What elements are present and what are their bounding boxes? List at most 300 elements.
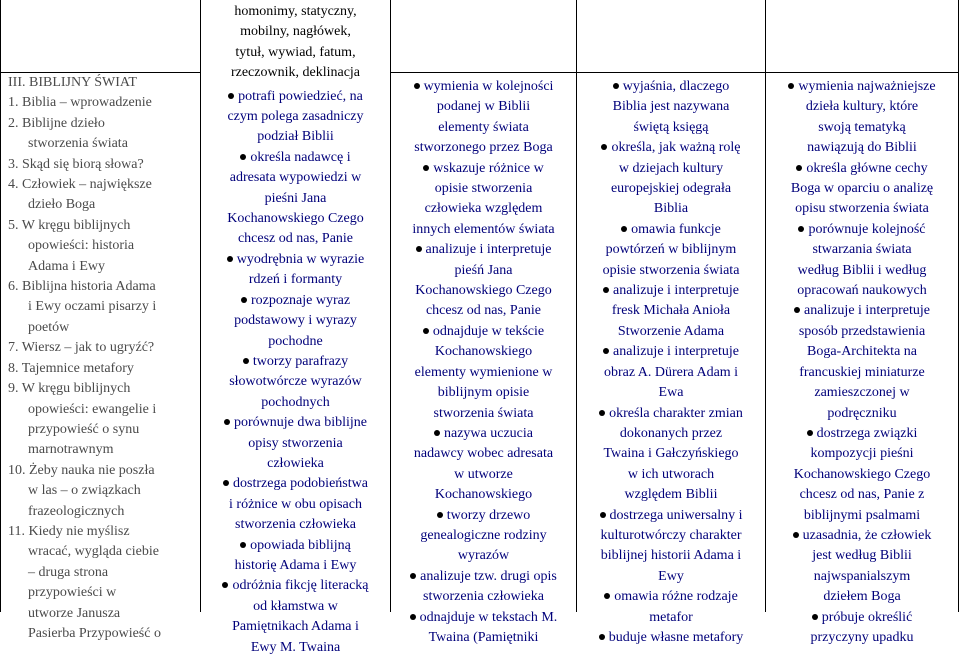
requirement-line [391, 444, 576, 464]
lesson-line: – druga strona [28, 564, 109, 580]
requirement-item [391, 159, 576, 241]
lesson-number: 10. [8, 462, 29, 478]
requirement-line [766, 485, 958, 505]
bullet-icon [794, 307, 800, 313]
requirement-text: Pamiętnikach Adama i [232, 619, 359, 635]
requirement-line [391, 199, 576, 219]
lesson-line: 4. Człowiek – największe [8, 177, 152, 193]
column-lessons [8, 73, 198, 644]
requirement-text: wskazuje różnice w [433, 160, 544, 176]
requirement-text: chcesz od nas, Panie [425, 303, 542, 319]
requirement-item [391, 322, 576, 424]
requirement-text: analizuje i interpretuje [425, 242, 552, 258]
lesson-number: 8. [8, 360, 22, 376]
requirement-item [201, 576, 390, 658]
requirement-text: tworzy drzewo [446, 507, 531, 523]
column-requirements-sufficient [391, 77, 576, 648]
lesson-line: 2. Biblijne dzieło [8, 115, 105, 131]
lesson-line: utworze Janusza [28, 605, 121, 621]
requirement-text: tworzy parafrazy [252, 353, 349, 369]
requirement-item [766, 77, 958, 159]
bullet-icon [798, 226, 804, 232]
requirement-line [391, 118, 576, 138]
requirement-text: porównuje dwa biblijne [234, 415, 367, 431]
requirement-line [766, 465, 958, 485]
requirement-text: dzieła kultury, które [805, 99, 919, 115]
requirement-text: kulturotwórczy charakter [600, 527, 742, 543]
requirement-line [577, 342, 765, 362]
requirement-text: adresata wypowiedzi w [229, 170, 362, 186]
requirement-text: odróżnia fikcję literacką [232, 578, 369, 594]
lesson-line: wracać, wygląda ciebie [28, 544, 159, 560]
bullet-icon [599, 410, 605, 416]
requirement-line [201, 189, 390, 209]
requirement-text: porównuje kolejność [808, 221, 926, 237]
requirement-text: Kochanowskiego [434, 344, 533, 360]
bullet-icon [603, 287, 609, 293]
bullet-icon [416, 246, 422, 252]
requirement-item [391, 424, 576, 506]
bullet-icon [807, 430, 813, 436]
requirement-item [201, 474, 390, 535]
requirement-line [391, 138, 576, 158]
requirement-text: w utworze [454, 466, 513, 482]
requirement-item [201, 536, 390, 577]
requirement-text: historię Adama i Ewy [234, 557, 357, 573]
requirement-line [201, 393, 390, 413]
lesson-line: dzieło Boga [28, 197, 96, 213]
requirement-item [766, 424, 958, 526]
lesson-line: marnotrawnym [28, 442, 114, 458]
requirement-line [577, 199, 765, 219]
verygood-requirements-list [766, 77, 958, 648]
requirement-text: dostrzega podobieństwa [233, 476, 368, 492]
requirement-line [201, 311, 390, 331]
requirement-line [391, 159, 576, 179]
requirement-line [766, 404, 958, 424]
requirement-line [577, 159, 765, 179]
requirement-text: analizuje i interpretuje [613, 344, 739, 360]
requirement-text: stworzonego przez Boga [414, 140, 553, 156]
lesson-item [8, 277, 198, 338]
requirement-line [766, 220, 958, 240]
lesson-line: 3. Skąd się biorą słowa? [8, 156, 144, 172]
requirement-text: opisy stworzenia [248, 435, 343, 451]
requirement-text: Ewy M. Twaina [250, 639, 341, 655]
requirement-text: podręczniku [827, 405, 897, 421]
requirement-item [201, 352, 390, 413]
requirement-text: omawia różne rodzaje [614, 589, 738, 605]
bullet-icon [414, 83, 420, 89]
requirement-line [391, 342, 576, 362]
requirement-line [577, 587, 765, 607]
requirement-text: Twaina (Pamiętniki [428, 629, 539, 645]
requirement-text: Ewy [658, 568, 684, 584]
requirement-text: dziełem Boga [823, 589, 901, 605]
lesson-line: 11. Kiedy nie myślisz [8, 523, 130, 539]
requirement-line [766, 587, 958, 607]
vocabulary-line: mobilny, nagłówek, [240, 24, 351, 40]
requirement-item [201, 148, 390, 250]
column-requirements-good [577, 77, 765, 648]
requirement-text: Boga-Architekta na [806, 344, 917, 360]
requirement-text: buduje własne metafory [608, 629, 744, 645]
requirement-text: kompozycji pieśni [810, 446, 914, 462]
requirement-line [391, 546, 576, 566]
requirement-line [201, 127, 390, 147]
requirement-text: dostrzega związki [816, 425, 918, 441]
lesson-number: 6. [8, 279, 22, 295]
requirement-text: analizuje i interpretuje [804, 303, 930, 319]
requirement-line [577, 322, 765, 342]
bullet-icon [601, 144, 607, 150]
requirement-text: uzasadnia, że człowiek [802, 527, 932, 543]
lesson-number: 3. [8, 156, 22, 172]
requirement-line [201, 413, 390, 433]
requirement-line [201, 352, 390, 372]
requirement-text: stworzenia człowieka [235, 517, 356, 533]
requirement-line [577, 506, 765, 526]
bullet-icon [604, 593, 610, 599]
lesson-line: przypowieści w [28, 585, 117, 601]
requirement-line [201, 107, 390, 127]
lesson-line: opowieści: historia [28, 238, 135, 254]
requirement-line [391, 179, 576, 199]
requirement-item [201, 413, 390, 474]
requirement-line [577, 363, 765, 383]
bullet-icon [812, 614, 818, 620]
requirement-text: słowotwórcze wyrazów [229, 374, 362, 390]
lesson-line: 6. Biblijna historia Adama [8, 279, 156, 295]
requirement-line [577, 301, 765, 321]
requirement-text: podstawowy i wyrazy [234, 313, 357, 329]
requirement-text: pochodnych [261, 394, 330, 410]
requirement-text: określa główne cechy [806, 160, 928, 176]
requirement-text: dokonanych przez [619, 425, 723, 441]
requirement-line [391, 363, 576, 383]
requirement-line [766, 546, 958, 566]
lesson-number: 2. [8, 115, 22, 131]
requirement-line [577, 444, 765, 464]
lesson-item [8, 216, 198, 277]
requirement-text: Twaina i Gałczyńskiego [603, 446, 739, 462]
requirement-line [766, 261, 958, 281]
requirement-line [766, 628, 958, 648]
bullet-icon [223, 480, 229, 486]
requirement-text: odnajduje w tekstach M. [419, 609, 558, 625]
column-requirements-verygood [766, 77, 958, 648]
requirement-line [577, 261, 765, 281]
requirement-text: człowieka względem [424, 201, 543, 217]
lesson-item [8, 114, 198, 155]
requirement-text: rozpoznaje wyraz [250, 292, 351, 308]
requirement-text: nadawcy wobec adresata [413, 446, 554, 462]
lesson-item [8, 522, 198, 644]
requirement-line [766, 240, 958, 260]
requirement-line [391, 220, 576, 240]
requirement-text: potrafi powiedzieć, na [238, 88, 363, 104]
bullet-icon [434, 430, 440, 436]
lesson-line: 5. W kręgu biblijnych [8, 217, 131, 233]
lesson-line: Adama i Ewy [28, 258, 105, 274]
requirement-item [766, 220, 958, 302]
requirement-item [391, 77, 576, 159]
requirement-text: w dziejach kultury [618, 160, 724, 176]
requirement-line [201, 250, 390, 270]
requirement-text: innych elementów świata [412, 221, 555, 237]
requirement-item [201, 291, 390, 352]
requirement-text: biblijnym opisie [437, 385, 530, 401]
requirement-item [577, 220, 765, 281]
lesson-item [8, 155, 198, 175]
requirement-line [766, 301, 958, 321]
requirement-item [766, 526, 958, 608]
requirement-line [201, 556, 390, 576]
requirement-line [391, 97, 576, 117]
requirement-line [201, 576, 390, 596]
lesson-line: 10. Żeby nauka nie poszła [8, 462, 155, 478]
requirement-text: sposób przedstawienia [798, 323, 926, 339]
requirement-text: podanej w Biblii [436, 99, 531, 115]
requirement-line [577, 628, 765, 648]
lesson-line: i Ewy oczami pisarzy i [28, 299, 157, 315]
requirement-line [201, 372, 390, 392]
bullet-icon [796, 165, 802, 171]
requirement-item [577, 138, 765, 220]
bullet-icon [621, 226, 627, 232]
table-border-left [0, 0, 1, 612]
requirement-item [577, 404, 765, 506]
lesson-number: 1. [8, 95, 22, 111]
lesson-item [8, 338, 198, 358]
bullet-icon [599, 634, 605, 640]
requirement-text: dostrzega uniwersalny i [609, 507, 743, 523]
requirement-line [201, 617, 390, 637]
requirement-line [201, 597, 390, 617]
requirement-text: względem Biblii [624, 487, 718, 503]
lesson-line: w las – o związkach [28, 483, 141, 499]
bullet-icon [240, 542, 246, 548]
requirement-line [201, 638, 390, 658]
requirement-text: opracowań naukowych [797, 283, 927, 299]
lesson-item [8, 359, 198, 379]
lesson-number: 4. [8, 177, 22, 193]
requirement-line [577, 220, 765, 240]
requirement-text: nazywa uczucia [444, 425, 533, 441]
requirement-item [391, 567, 576, 608]
requirement-item [391, 506, 576, 567]
requirement-line [391, 281, 576, 301]
requirement-item [577, 281, 765, 342]
lesson-line: 1. Biblia – wprowadzenie [8, 95, 152, 111]
requirement-item [577, 77, 765, 138]
requirement-text: chcesz od nas, Panie z [799, 487, 925, 503]
lesson-line: Pasierba Przypowieść o [28, 625, 161, 641]
lesson-line: stworzenia świata [28, 136, 128, 152]
requirement-text: Kochanowskiego Czego [415, 283, 552, 299]
requirement-text: Stworzenie Adama [617, 323, 725, 339]
lesson-line: 9. W kręgu biblijnych [8, 381, 131, 397]
requirement-line [577, 526, 765, 546]
requirement-line [201, 495, 390, 515]
requirement-text: czym polega zasadniczy [227, 109, 364, 125]
requirement-line [577, 424, 765, 444]
requirement-line [766, 424, 958, 444]
lesson-line: opowieści: ewangelie i [28, 401, 157, 417]
requirement-item [577, 628, 765, 648]
vocabulary-list [201, 2, 390, 87]
bullet-icon [600, 512, 606, 518]
lesson-line: 7. Wiersz – jak to ugryźć? [8, 340, 155, 356]
requirement-line [766, 281, 958, 301]
section-heading: III. BIBLIJNY ŚWIAT [8, 75, 137, 90]
requirement-text: opisie stworzenia [434, 181, 533, 197]
lesson-number: 7. [8, 340, 22, 356]
lesson-line: przypowieść o synu [28, 421, 140, 437]
requirement-text: Kochanowskiego [434, 487, 533, 503]
requirement-line [577, 179, 765, 199]
requirement-line [577, 138, 765, 158]
requirement-text: chcesz od nas, Panie [237, 231, 354, 247]
requirement-line [577, 281, 765, 301]
bullet-icon [241, 297, 247, 303]
requirement-text: określa, jak ważną rolę [611, 140, 741, 156]
requirement-line [577, 608, 765, 628]
vocabulary-line: rzeczownik, deklinacja [230, 65, 361, 81]
requirement-line [766, 608, 958, 628]
requirement-line [577, 240, 765, 260]
lesson-item [8, 175, 198, 216]
requirement-text: Kochanowskiego Czego [793, 466, 931, 482]
lesson-number: 11. [8, 523, 29, 539]
requirement-text: zamieszczonej w [814, 385, 910, 401]
requirement-line [766, 97, 958, 117]
requirement-line [766, 444, 958, 464]
vocabulary-line: tytuł, wywiad, fatum, [235, 44, 356, 60]
bullet-icon [788, 83, 794, 89]
bullet-icon [437, 512, 443, 518]
requirement-text: obraz A. Dürera Adam i [603, 364, 739, 380]
requirement-line [766, 322, 958, 342]
requirement-line [766, 118, 958, 138]
lesson-item [8, 379, 198, 461]
lesson-line: frazeologicznych [28, 503, 125, 519]
requirement-line [577, 546, 765, 566]
requirement-text: jest według Biblii [812, 548, 912, 564]
requirement-text: określa charakter zmian [609, 405, 743, 421]
requirement-text: powtórzeń w biblijnym [605, 242, 737, 258]
requirement-text: biblijnej historii Adama i [600, 548, 742, 564]
requirement-text: swoją tematyką [818, 119, 906, 135]
requirement-text: stwarzania świata [812, 242, 912, 258]
requirement-line [201, 536, 390, 556]
requirement-line [766, 159, 958, 179]
lesson-list [8, 93, 198, 644]
requirement-text: Biblia jest nazywana [612, 99, 730, 115]
bullet-icon [222, 582, 228, 588]
requirement-line [201, 148, 390, 168]
requirement-text: pieśni Jana [264, 190, 327, 206]
requirement-line [766, 138, 958, 158]
requirement-item [766, 301, 958, 423]
vocabulary-line: homonimy, statyczny, [234, 4, 357, 19]
bullet-icon [224, 419, 230, 425]
requirement-line [391, 240, 576, 260]
requirement-text: świętą księgą [633, 119, 709, 135]
requirement-text: elementy wymienione w [414, 364, 553, 380]
requirement-line [201, 434, 390, 454]
requirement-line [391, 301, 576, 321]
lesson-item [8, 93, 198, 113]
requirement-line [577, 77, 765, 97]
requirement-line [766, 363, 958, 383]
requirement-text: wymienia najważniejsze [798, 79, 936, 94]
requirement-line [391, 404, 576, 424]
bullet-icon [410, 614, 416, 620]
bullet-icon [613, 83, 619, 89]
requirement-line [766, 526, 958, 546]
requirement-text: nawiązują do Biblii [807, 140, 917, 156]
requirement-line [391, 628, 576, 648]
requirement-line [201, 332, 390, 352]
requirement-item [577, 587, 765, 628]
requirement-text: Boga w oparciu o analizę [790, 181, 934, 197]
requirement-text: próbuje określić [821, 609, 913, 625]
requirement-text: rdzeń i formanty [248, 272, 343, 288]
requirement-line [766, 77, 958, 97]
requirement-text: Biblia [653, 201, 689, 217]
requirement-item [766, 608, 958, 649]
requirement-text: wyodrębnia w wyrazie [236, 251, 365, 267]
bullet-icon [410, 573, 416, 579]
requirement-line [577, 567, 765, 587]
requirement-text: podział Biblii [257, 129, 334, 145]
requirement-line [391, 465, 576, 485]
requirement-line [391, 322, 576, 342]
requirement-line [201, 209, 390, 229]
requirement-line [201, 454, 390, 474]
requirement-line [391, 485, 576, 505]
requirement-text: od kłamstwa w [253, 598, 338, 614]
requirement-text: pochodne [268, 333, 323, 349]
requirement-text: i różnice w obu opisach [229, 496, 362, 512]
requirement-line [391, 77, 576, 97]
lesson-line: 8. Tajemnice metafory [8, 360, 134, 376]
requirement-text: wyjaśnia, dlaczego [622, 79, 730, 94]
requirement-text: pieśń Jana [454, 262, 513, 278]
requirement-text: w ich utworach [627, 466, 715, 482]
requirement-item [577, 506, 765, 588]
requirement-text: według Biblii i według [797, 262, 927, 278]
bullet-icon [227, 256, 233, 262]
bullet-icon [228, 93, 234, 99]
requirement-text: człowieka [267, 455, 324, 471]
requirement-text: Ewa [658, 385, 684, 401]
requirement-line [577, 97, 765, 117]
requirement-line [766, 567, 958, 587]
lesson-item [8, 461, 198, 522]
requirement-line [201, 270, 390, 290]
requirement-text: opisu stworzenia świata [795, 201, 929, 217]
requirement-item [201, 87, 390, 148]
requirement-line [391, 526, 576, 546]
lesson-number: 5. [8, 217, 22, 233]
requirement-line [201, 474, 390, 494]
requirement-text: genealogiczne rodziny [420, 527, 547, 543]
requirement-line [201, 515, 390, 535]
requirement-line [766, 342, 958, 362]
requirement-line [391, 261, 576, 281]
